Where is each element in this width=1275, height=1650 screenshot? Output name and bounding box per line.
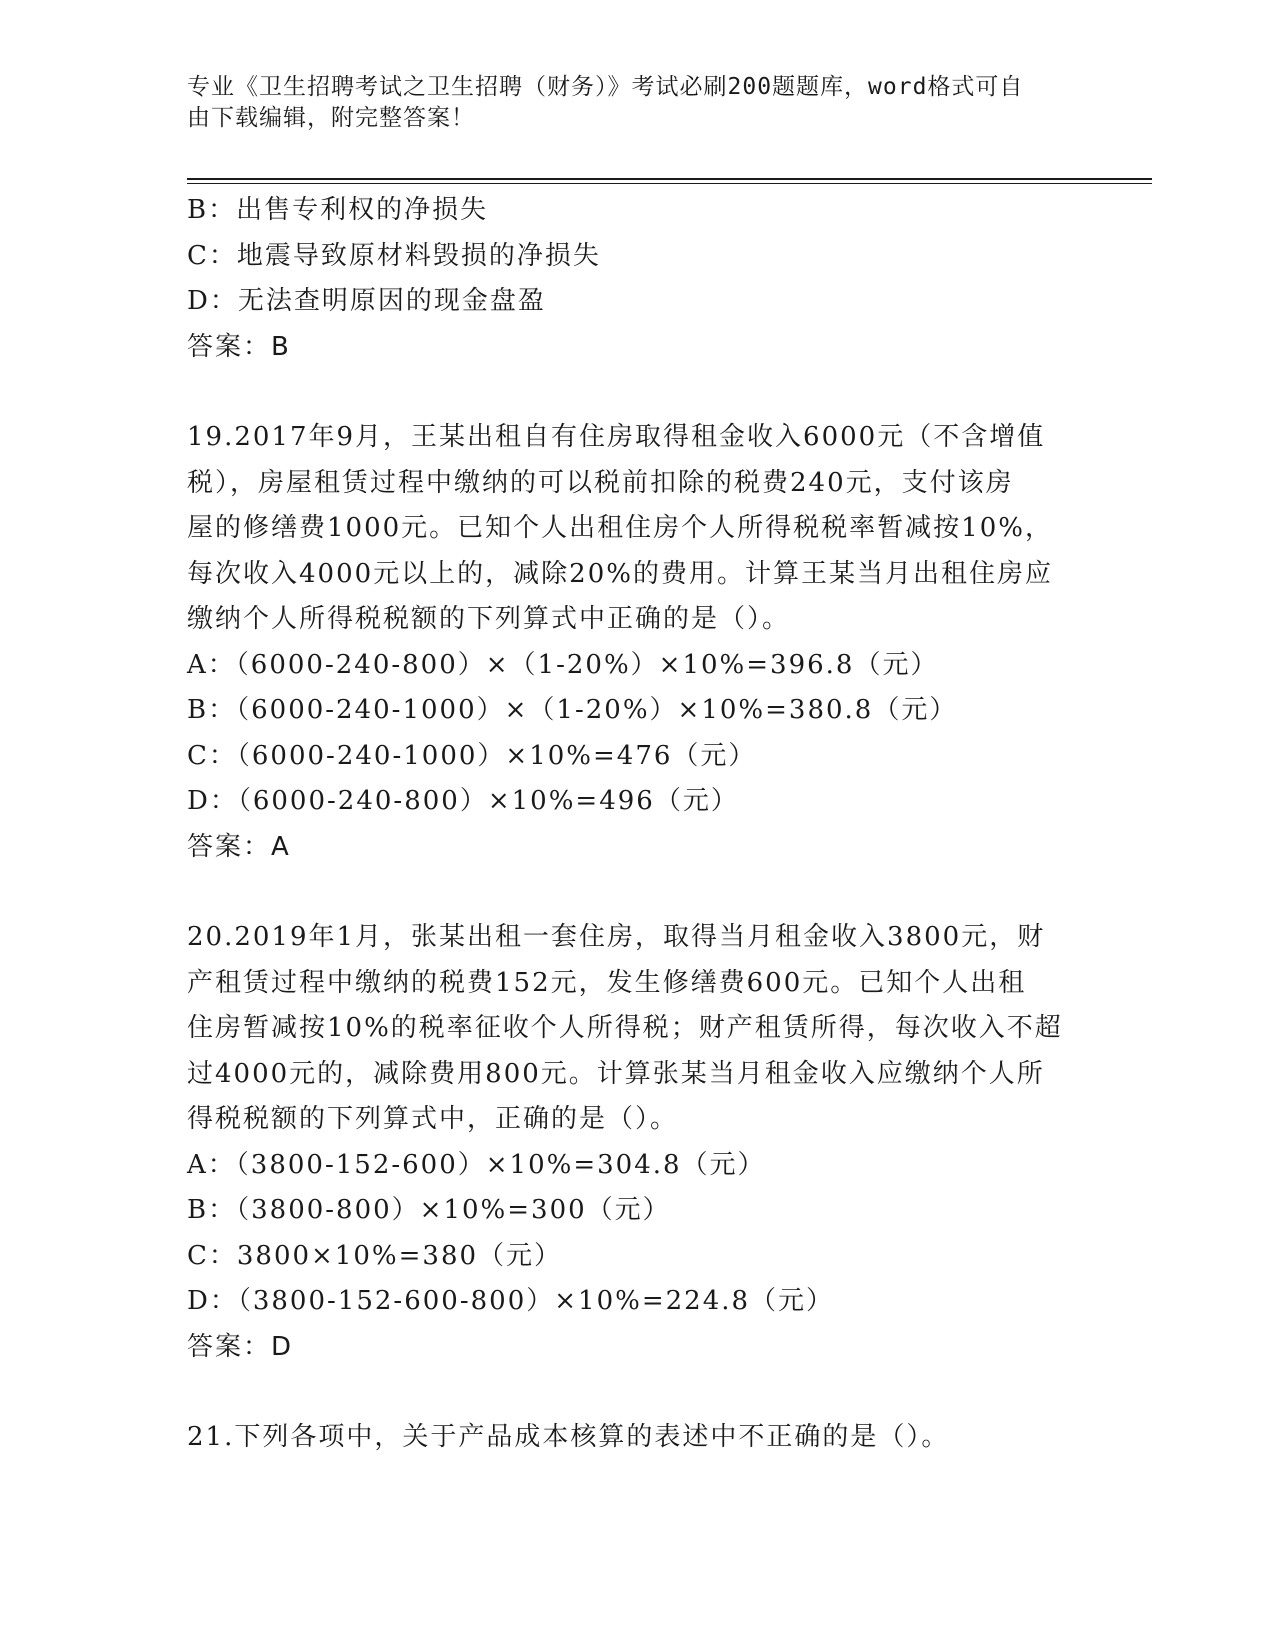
option-a: A：（6000-240-800）×（1-20%）×10%=396.8（元） <box>187 649 939 680</box>
option-d: D：（3800-152-600-800）×10%=224.8（元） <box>187 1286 835 1316</box>
option-b: B：（6000-240-1000）×（1-20%）×10%=380.8（元） <box>187 695 958 725</box>
option-c: C：3800×10%=380（元） <box>187 1240 563 1271</box>
document-header <box>187 72 1087 134</box>
option-d: D：（6000-240-800）×10%=496（元） <box>187 786 739 816</box>
option-d: D：无法查明原因的现金盘盈 <box>187 286 546 316</box>
option-b: B：出售专利权的净损失 <box>187 195 489 225</box>
header-rule <box>187 183 1152 184</box>
header-rule <box>187 178 1152 180</box>
option-c: C：地震导致原材料毁损的净损失 <box>187 240 601 271</box>
answer-line: 答案：B <box>187 331 291 362</box>
question-block-prev <box>187 188 1087 370</box>
question-text-line: 每次收入4000元以上的，减除20%的费用。计算王某当月出租住房应 <box>187 558 1053 589</box>
option-c: C：（6000-240-1000）×10%=476（元） <box>187 740 757 771</box>
question-text-line: 20.2019年1月，张某出租一套住房，取得当月租金收入3800元，财 <box>187 922 1046 952</box>
answer-line: 答案：A <box>187 831 291 862</box>
question-block-21 <box>187 1415 1087 1461</box>
question-text-line: 屋的修缮费1000元。已知个人出租住房个人所得税税率暂减按10%， <box>187 513 1053 543</box>
question-block-19 <box>187 415 1087 870</box>
document-body <box>187 188 1087 1461</box>
spacer <box>187 1370 1087 1415</box>
question-text-line: 缴纳个人所得税税额的下列算式中正确的是（）。 <box>187 604 791 634</box>
question-block-20 <box>187 915 1087 1370</box>
question-text-line: 税），房屋租赁过程中缴纳的可以税前扣除的税费240元，支付该房 <box>187 467 1014 498</box>
question-text-line: 21.下列各项中，关于产品成本核算的表述中不正确的是（）。 <box>187 1422 950 1452</box>
question-text-line: 得税税额的下列算式中，正确的是（）。 <box>187 1104 679 1134</box>
option-b: B：（3800-800）×10%=300（元） <box>187 1195 671 1225</box>
question-text-line: 19.2017年9月，王某出租自有住房取得租金收入6000元（不含增值 <box>187 422 1046 452</box>
question-text-line: 住房暂减按10%的税率征收个人所得税；财产租赁所得，每次收入不超 <box>187 1013 1063 1043</box>
spacer <box>187 370 1087 415</box>
question-text-line: 过4000元的，减除费用800元。计算张某当月租金收入应缴纳个人所 <box>187 1058 1045 1089</box>
answer-line: 答案：D <box>187 1331 294 1362</box>
question-text-line: 产租赁过程中缴纳的税费152元，发生修缮费600元。已知个人出租 <box>187 967 1027 998</box>
header-line: 由下载编辑，附完整答案！ <box>187 105 475 131</box>
option-a: A：（3800-152-600）×10%=304.8（元） <box>187 1149 766 1180</box>
header-line: 专业《卫生招聘考试之卫生招聘（财务）》考试必刷200题题库，word格式可自 <box>187 74 1024 100</box>
spacer <box>187 870 1087 915</box>
